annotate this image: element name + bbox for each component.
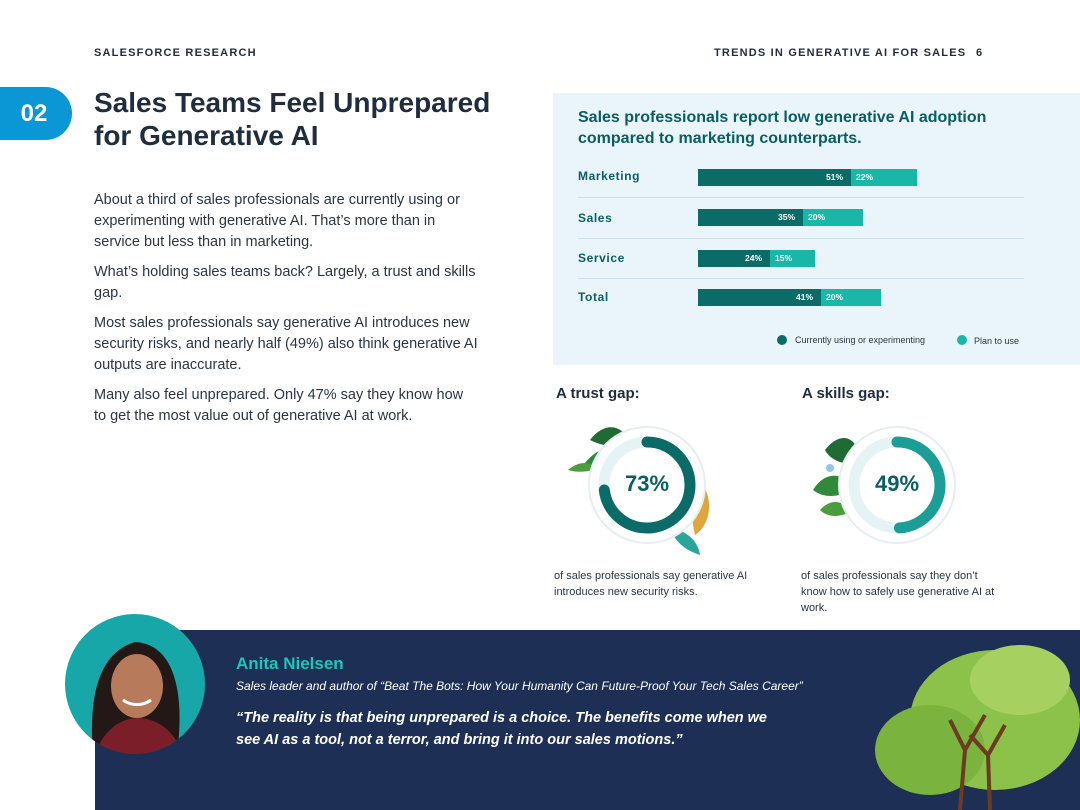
bar-sales-current bbox=[698, 209, 803, 226]
skills-gap-caption: of sales professionals say they don’t know how to safely use generative AI at work. bbox=[801, 570, 995, 614]
row-divider bbox=[578, 197, 1024, 198]
data-label: 20% bbox=[808, 212, 826, 222]
bar-marketing-current bbox=[698, 169, 851, 186]
legend-label-plan: Plan to use bbox=[974, 336, 1020, 346]
bar-service-plan bbox=[770, 250, 815, 267]
adoption-chart-panel bbox=[553, 93, 1080, 365]
paragraph-2: What’s holding sales teams back? Largely, a trust and skills gap. bbox=[94, 264, 476, 301]
bar-total-current bbox=[698, 289, 821, 306]
skills-gap-value: 49% bbox=[874, 471, 920, 496]
row-divider bbox=[578, 238, 1024, 239]
chart-title: Sales professionals report low generative AI adoption compared to marketing counterparts. bbox=[578, 109, 987, 147]
data-label: 24% bbox=[744, 253, 762, 263]
face-shape bbox=[111, 654, 163, 718]
data-label: 41% bbox=[795, 292, 813, 302]
bar-sales-plan bbox=[803, 209, 863, 226]
trust-gap-value: 73% bbox=[624, 471, 670, 496]
legend-label-current: Currently using or experimenting bbox=[795, 335, 926, 345]
bar-service-current bbox=[698, 250, 770, 267]
report-title: TRENDS IN GENERATIVE AI FOR SALES bbox=[714, 47, 967, 59]
data-label: 35% bbox=[777, 212, 795, 222]
category-label-service: Service bbox=[578, 251, 625, 265]
category-label-marketing: Marketing bbox=[578, 169, 641, 183]
body-text bbox=[94, 190, 479, 436]
page-number: 6 bbox=[976, 47, 983, 59]
quote-author-name: Anita Nielsen bbox=[236, 654, 344, 673]
skills-gap-title: A skills gap: bbox=[802, 385, 890, 402]
avatar bbox=[65, 614, 205, 754]
legend-dot-current bbox=[777, 335, 787, 345]
trust-gap-caption: of sales professionals say generative AI introduces new security risks. bbox=[554, 570, 748, 598]
data-label: 15% bbox=[775, 253, 793, 263]
page-title: Sales Teams Feel Unprepared for Generative AI bbox=[94, 87, 491, 151]
tree-canopy bbox=[970, 645, 1070, 715]
tree-illustration bbox=[870, 640, 1080, 810]
paragraph-1: About a third of sales professionals are currently using or experimenting with generative AI. That’s more than in service but less than in marketing. bbox=[94, 192, 460, 250]
bar-total-plan bbox=[821, 289, 881, 306]
report-label: SALESFORCE RESEARCH bbox=[94, 47, 257, 59]
category-label-sales: Sales bbox=[578, 211, 613, 225]
bar-marketing-plan bbox=[851, 169, 917, 186]
trust-gap-title: A trust gap: bbox=[556, 385, 640, 402]
data-label: 20% bbox=[826, 292, 844, 302]
section-number-tab bbox=[0, 87, 72, 140]
category-label-total: Total bbox=[578, 290, 609, 304]
portrait-illustration bbox=[65, 614, 205, 754]
data-label: 51% bbox=[825, 172, 843, 182]
legend-dot-plan bbox=[957, 335, 967, 345]
section-number: 02 bbox=[20, 99, 48, 127]
paragraph-4: Many also feel unprepared. Only 47% say they know how to get the most value out of generative AI at work. bbox=[94, 387, 464, 424]
flower-decoration bbox=[826, 464, 834, 472]
paragraph-3: Most sales professionals say generative AI introduces new security risks, and nearly half (49%) also think generative AI outputs are inaccurate. bbox=[94, 315, 478, 373]
quote-text: “The reality is that being unprepared is a choice. The benefits come when we see AI as a tool, not a terror, and bring it into our sales motions.” bbox=[236, 710, 767, 748]
data-label: 22% bbox=[856, 172, 874, 182]
row-divider bbox=[578, 278, 1024, 279]
tree-canopy bbox=[875, 705, 985, 795]
quote-author-role: Sales leader and author of “Beat The Bots: How Your Humanity Can Future-Proof Your Tech Sales Career” bbox=[236, 679, 803, 693]
watermark: 大数跨境 bbox=[6, 780, 78, 800]
